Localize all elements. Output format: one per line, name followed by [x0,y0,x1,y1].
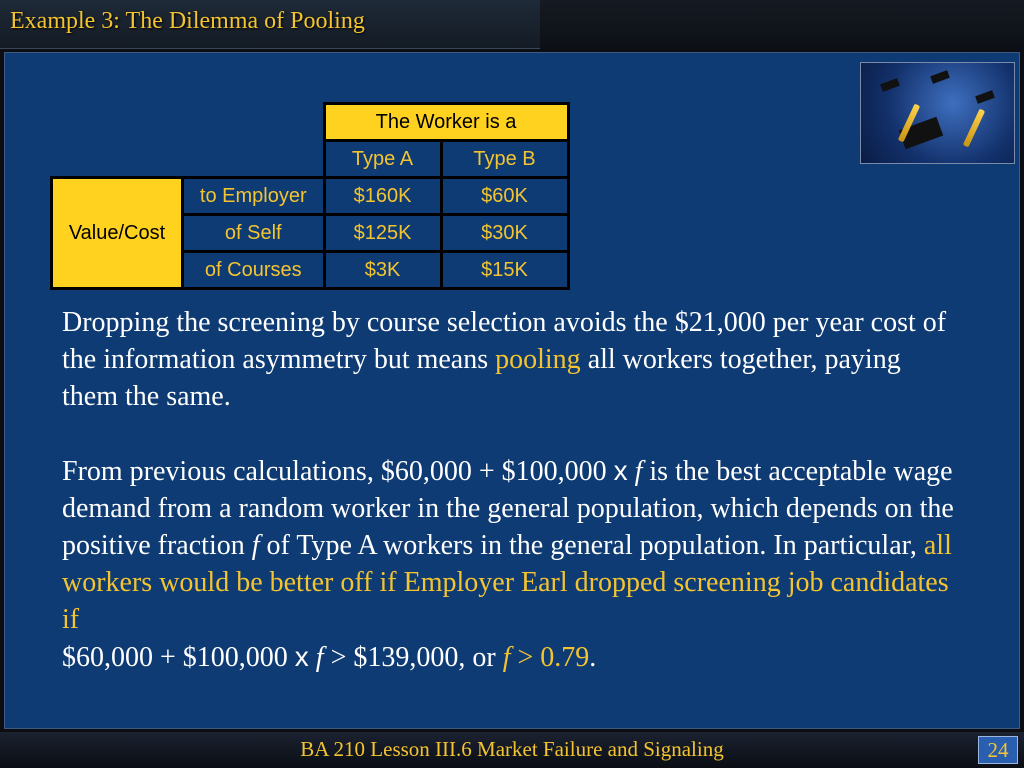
fraction-f: f [502,642,511,673]
row-label: to Employer [183,178,325,215]
highlight-pooling: pooling [495,344,581,375]
fraction-f: f [251,530,260,561]
page-number: 24 [978,736,1018,764]
title-bar [0,0,1024,50]
value-cost-table [50,102,570,290]
paragraph-2 [62,452,962,638]
text-run: is the best acceptable wage demand from a random worker in the general population, which depends on the positive fraction [62,456,954,561]
text-run: all workers together, paying them the same. [62,344,901,412]
table-cell: $125K [324,215,441,252]
text-run: Dropping the screening by course selection avoids the $21,000 per year cost of the information asymmetry but means [62,307,947,375]
body-text [62,304,962,676]
col-header-type-a: Type A [324,141,441,178]
text-run: From previous calculations, $60,000 + $100,000 [62,456,614,487]
text-run: > $139,000, or [323,642,503,673]
slide-title: Example 3: The Dilemma of Pooling [10,8,365,34]
cap-icon [880,78,900,92]
col-header-type-b: Type B [441,141,568,178]
highlight-threshold: > 0.79 [510,642,590,673]
row-label: of Courses [183,252,325,289]
row-group-label: Value/Cost [52,178,183,289]
cap-icon [930,70,950,84]
text-run: of Type A workers in the general population. In particular, [259,530,924,561]
graduation-caps-image [860,62,1015,164]
text-run: $60,000 + $100,000 [62,642,295,673]
paragraph-1 [62,304,962,415]
equation-line [62,638,962,676]
highlight-condition: all workers would be better off if Employer Earl dropped screening job candidates if [62,530,952,635]
table-cell: $60K [441,178,568,215]
footer-text: BA 210 Lesson III.6 Market Failure and Signaling [300,737,724,761]
text-run: . [589,642,597,673]
table-cell: $30K [441,215,568,252]
cap-icon [975,90,995,104]
table-cell: $15K [441,252,568,289]
tassel-icon [963,109,985,148]
times-symbol: x [294,641,309,672]
times-symbol: x [613,455,628,486]
fraction-f: f [634,456,643,487]
fraction-f: f [315,642,324,673]
table-cell: $160K [324,178,441,215]
table-cell: $3K [324,252,441,289]
table-header: The Worker is a [324,104,568,141]
row-label: of Self [183,215,325,252]
